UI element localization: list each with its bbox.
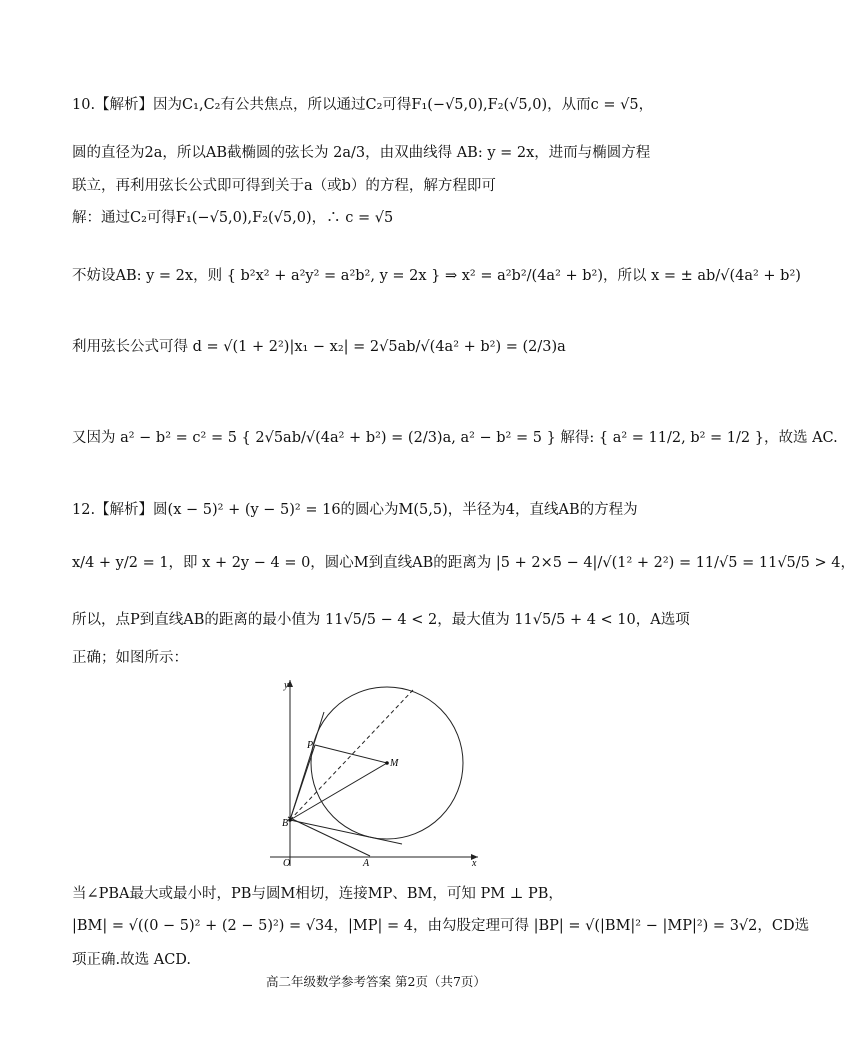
tangent-line-lower <box>290 820 402 844</box>
label-y: y <box>284 680 289 691</box>
label-o: O <box>283 858 291 869</box>
q12-line-5: 当∠PBA最大或最小时，PB与圆M相切，连接MP、BM，可知 PM ⊥ PB， <box>72 886 563 902</box>
line-ab <box>288 817 370 856</box>
segment-bm <box>290 763 387 820</box>
page-footer: 高二年级数学参考答案 第2页（共7页） <box>266 974 486 989</box>
label-m: M <box>390 758 399 769</box>
q12-line-1: 12.【解析】圆(x − 5)² + (y − 5)² = 16的圆心为M(5,5)，半径为4，直线AB的方程为 <box>72 502 638 518</box>
point-b <box>288 818 292 822</box>
label-a: A <box>363 858 370 869</box>
q10-line-7: 又因为 a² − b² = c² = 5 { 2√5ab/√(4a² + b²) = (2/3)a, a² − b² = 5 } 解得: { a² = 11/2, b² = 1/2 }，故选 AC. <box>72 430 838 446</box>
q12-line-6: |BM| = √((0 − 5)² + (2 − 5)²) = √34，|MP| = 4，由勾股定理可得 |BP| = √(|BM|² − |MP|²) = 3√2，CD选 <box>72 918 810 934</box>
geometry-figure <box>265 672 485 872</box>
q10-line-5: 不妨设AB: y = 2x，则 { b²x² + a²y² = a²b², y = 2x } ⇒ x² = a²b²/(4a² + b²)，所以 x = ± ab/√(4a² + b²) <box>72 268 801 284</box>
point-m <box>385 761 389 765</box>
q10-line-3: 联立，再利用弦长公式即可得到关于a（或b）的方程，解方程即可 <box>72 178 496 194</box>
q10-line-2: 圆的直径为2a，所以AB截椭圆的弦长为 2a/3，由双曲线得 AB: y = 2x，进而与椭圆方程 <box>72 145 651 161</box>
q12-line-4: 正确；如图所示： <box>72 650 188 666</box>
q12-line-3: 所以，点P到直线AB的距离的最小值为 11√5/5 − 4 < 2，最大值为 11√5/5 + 4 < 10，A选项 <box>72 612 690 628</box>
dashed-line <box>290 690 413 820</box>
segment-pm <box>315 745 387 763</box>
q10-line-4: 解：通过C₂可得F₁(−√5,0),F₂(√5,0)，∴ c = √5 <box>72 210 394 226</box>
segment-bp <box>290 745 315 820</box>
q12-line-7: 项正确.故选 ACD. <box>72 952 192 968</box>
q10-line-1: 10.【解析】因为C₁,C₂有公共焦点，所以通过C₂可得F₁(−√5,0),F₂(√5,0)，从而c = √5， <box>72 97 654 113</box>
q10-line-6: 利用弦长公式可得 d = √(1 + 2²)|x₁ − x₂| = 2√5ab/√(4a² + b²) = (2/3)a <box>72 339 566 355</box>
label-x: x <box>472 858 477 869</box>
label-b: B <box>282 818 289 829</box>
q12-line-2: x/4 + y/2 = 1，即 x + 2y − 4 = 0，圆心M到直线AB的距离为 |5 + 2×5 − 4|/√(1² + 2²) = 11/√5 = 11√5/5 > 4， <box>72 555 855 571</box>
label-p: P <box>307 740 314 751</box>
